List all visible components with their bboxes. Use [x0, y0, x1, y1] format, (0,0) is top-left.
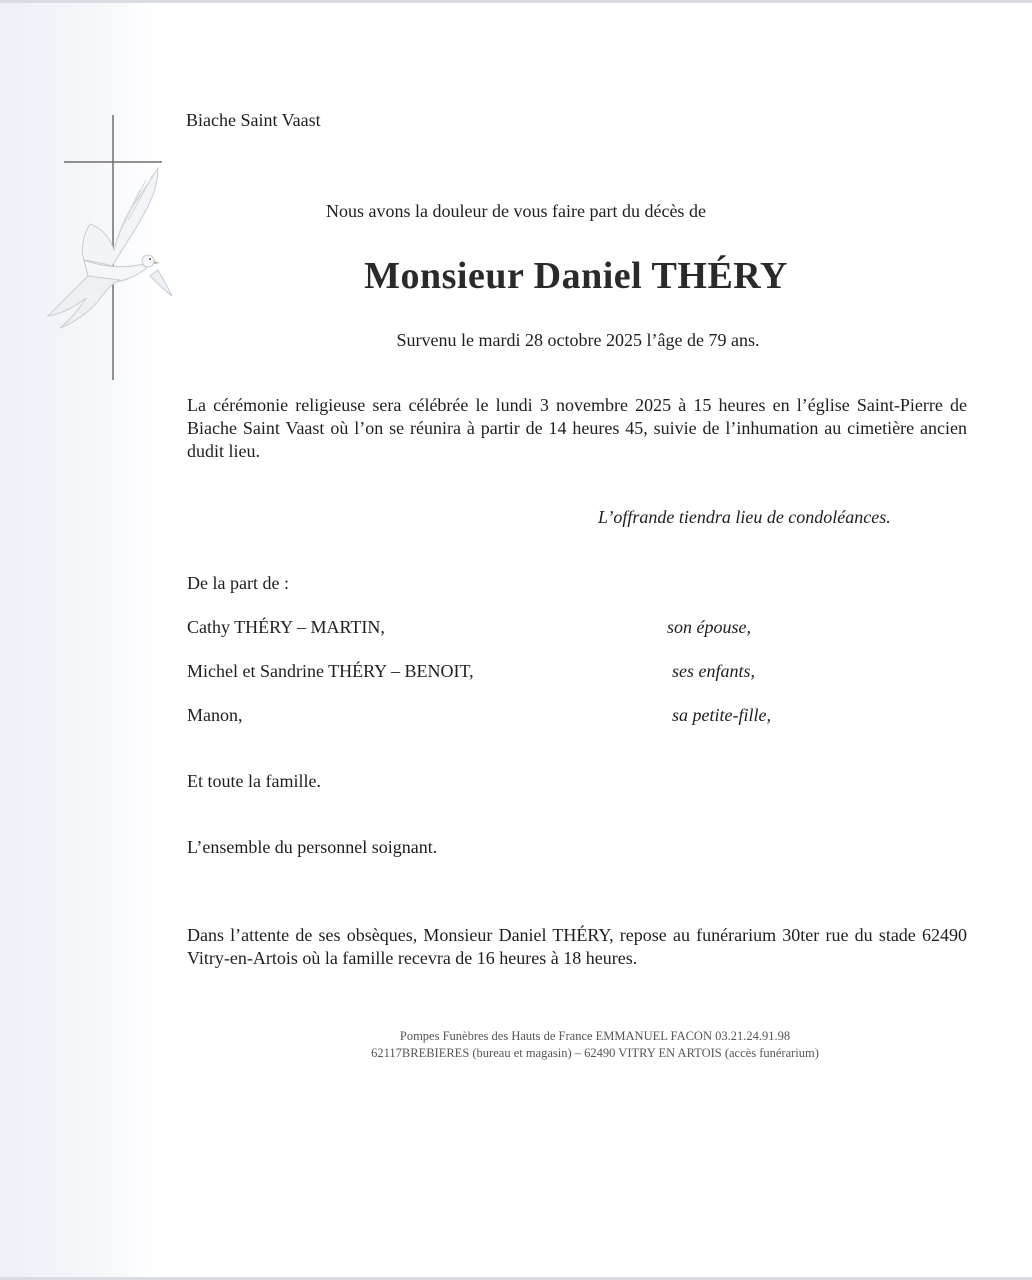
ceremony-paragraph: La cérémonie religieuse sera célébrée le lundi 3 novembre 2025 à 15 heures en l’église Saint-Pierre de Biache Saint Vaast où l’on se réunira à partir de 14 heures 45, suivie de l’inhumation au cimetière ancien dudit lieu. — [187, 395, 967, 461]
deceased-name: Monsieur Daniel THÉRY — [364, 255, 788, 297]
funeral-home-line: Pompes Funèbres des Hauts de France EMMANUEL FACON 03.21.24.91.98 — [399, 1029, 791, 1043]
family-member-relation: sa petite-fille, — [672, 705, 771, 725]
offering-note: L’offrande tiendra lieu de condoléances. — [598, 507, 891, 527]
family-member-relation: son épouse, — [667, 617, 751, 637]
all-family-line: Et toute la famille. — [187, 771, 321, 791]
family-member-name: Michel et Sandrine THÉRY – BENOIT, — [187, 661, 474, 681]
announcement-intro: Nous avons la douleur de vous faire part du décès de — [326, 201, 706, 221]
family-heading: De la part de : — [187, 573, 289, 593]
funerarium-paragraph: Dans l’attente de ses obsèques, Monsieur Daniel THÉRY, repose au funérarium 30ter rue du stade 62490 Vitry-en-Artois où la famille recevra de 16 heures à 18 heures. — [187, 925, 967, 968]
dove-icon — [48, 168, 172, 328]
place-name: Biache Saint Vaast — [186, 110, 321, 130]
family-member-relation: ses enfants, — [672, 661, 755, 681]
staff-line: L’ensemble du personnel soignant. — [187, 837, 438, 857]
page-top-edge — [0, 0, 1032, 3]
funeral-home-address: 62117BREBIERES (bureau et magasin) – 62490 VITRY EN ARTOIS (accès funérarium) — [371, 1046, 819, 1060]
family-member-name: Manon, — [187, 705, 243, 725]
family-member-name: Cathy THÉRY – MARTIN, — [187, 617, 385, 637]
death-notice: Survenu le mardi 28 octobre 2025 l’âge de 79 ans. — [396, 330, 760, 350]
